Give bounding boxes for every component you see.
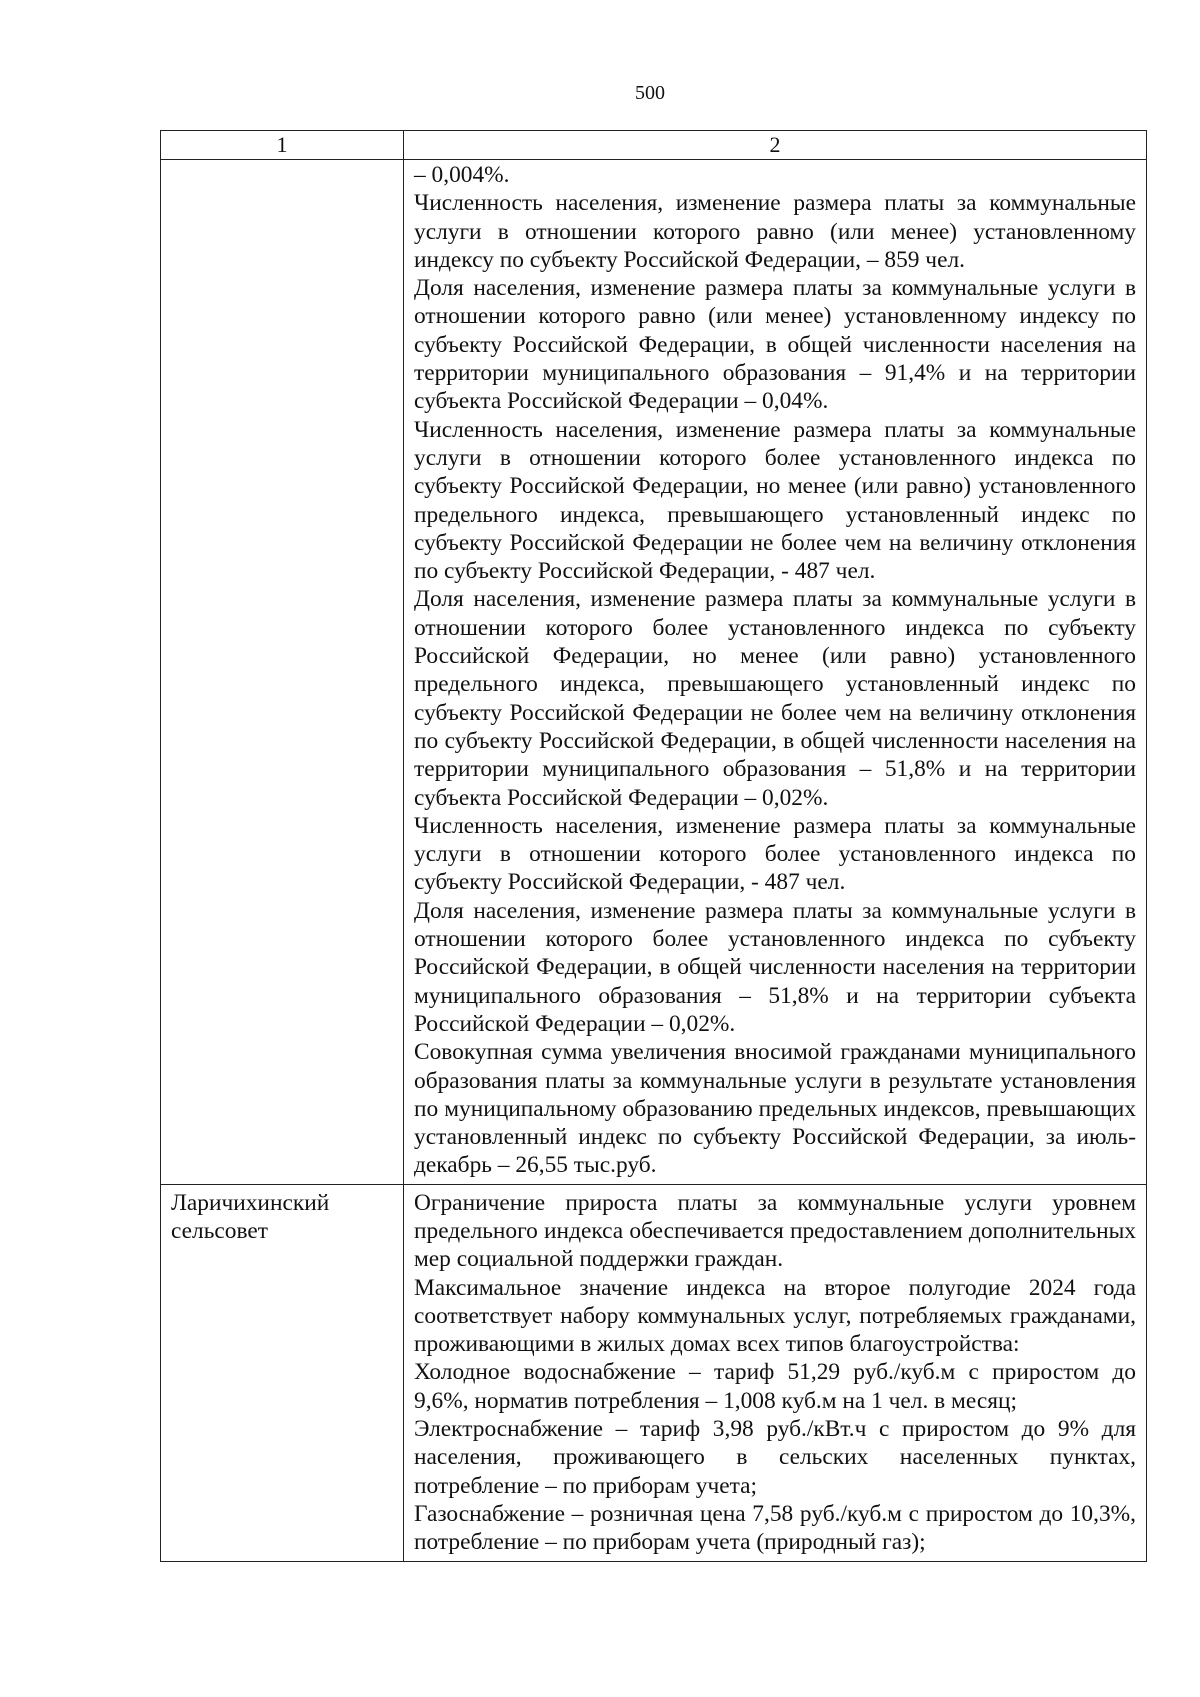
table-row — [161, 160, 1147, 1185]
municipality-name-cell: Ларичихинский сельсовет — [161, 1184, 404, 1561]
document-table — [160, 130, 1147, 1562]
paragraph: Холодное водоснабжение – тариф 51,29 руб./куб.м с приростом до 9,6%, норматив потребления – 1,008 куб.м на 1 чел. в месяц; — [414, 1359, 1136, 1414]
paragraph: Совокупная сумма увеличения вносимой гражданами муниципального образования платы за коммунальные услуги в результате установления по муниципальному образованию предельных индексов, превышающих установленный индекс по субъекту Российской Федерации, за июль-декабрь – 26,55 тыс.руб. — [414, 1039, 1136, 1179]
paragraph: Численность населения, изменение размера платы за коммунальные услуги в отношении которого более установленного индекса по субъекту Российской Федерации, - 487 чел. — [414, 812, 1136, 896]
column-header-1: 1 — [161, 131, 404, 160]
paragraph: Доля населения, изменение размера платы за коммунальные услуги в отношении которого равно (или менее) установленному индексу по субъекту Российской Федерации, в общей численности населения на территории муниципального образования – 91,4% и на территории субъекта Российской Федерации – 0,04%. — [414, 275, 1136, 415]
paragraph: Электроснабжение – тариф 3,98 руб./кВт.ч с приростом до 9% для населения, проживающего в сельских населенных пунктах, потребление – по приборам учета; — [414, 1416, 1136, 1499]
municipality-name-cell — [161, 160, 404, 1185]
paragraph: Доля населения, изменение размера платы за коммунальные услуги в отношении которого более установленного индекса по субъекту Российской Федерации, но менее (или равно) установленного предельного индекса, превышающего установленный индекс по субъекту Российской Федерации не более чем на величину отклонения по субъекту Российской Федерации, в общей численности населения на территории муниципального образования – 51,8% и на территории субъекта Российской Федерации – 0,02%. — [414, 586, 1136, 811]
paragraph: Численность населения, изменение размера платы за коммунальные услуги в отношении которого равно (или менее) установленному индексу по субъекту Российской Федерации, – 859 чел. — [414, 190, 1136, 273]
paragraph: Доля населения, изменение размера платы за коммунальные услуги в отношении которого более установленного индекса по субъекту Российской Федерации, в общей численности населения на территории муниципального образования – 51,8% и на территории субъекта Российской Федерации – 0,02%. — [414, 897, 1136, 1037]
paragraph: Газоснабжение – розничная цена 7,58 руб./куб.м с приростом до 10,3%, потребление – по приборам учета (природный газ); — [414, 1500, 1136, 1556]
description-cell — [404, 1184, 1147, 1561]
description-cell — [404, 160, 1147, 1185]
table-row — [161, 1184, 1147, 1561]
page-number: 500 — [635, 82, 665, 104]
paragraph: – 0,004%. — [414, 162, 510, 188]
column-header-2: 2 — [404, 131, 1147, 160]
paragraph: Численность населения, изменение размера платы за коммунальные услуги в отношении которого более установленного индекса по субъекту Российской Федерации, но менее (или равно) установленного предельного индекса, превышающего установленный индекс по субъекту Российской Федерации не более чем на величину отклонения по субъекту Российской Федерации, - 487 чел. — [414, 416, 1136, 585]
paragraph: Ограничение прироста платы за коммунальные услуги уровнем предельного индекса обеспечивается предоставлением дополнительных мер социальной поддержки граждан. — [414, 1189, 1136, 1273]
paragraph: Максимальное значение индекса на второе полугодие 2024 года соответствует набору коммунальных услуг, потребляемых гражданами, проживающими в жилых домах всех типов благоустройства: — [414, 1274, 1136, 1358]
table-header-row — [161, 131, 1147, 160]
